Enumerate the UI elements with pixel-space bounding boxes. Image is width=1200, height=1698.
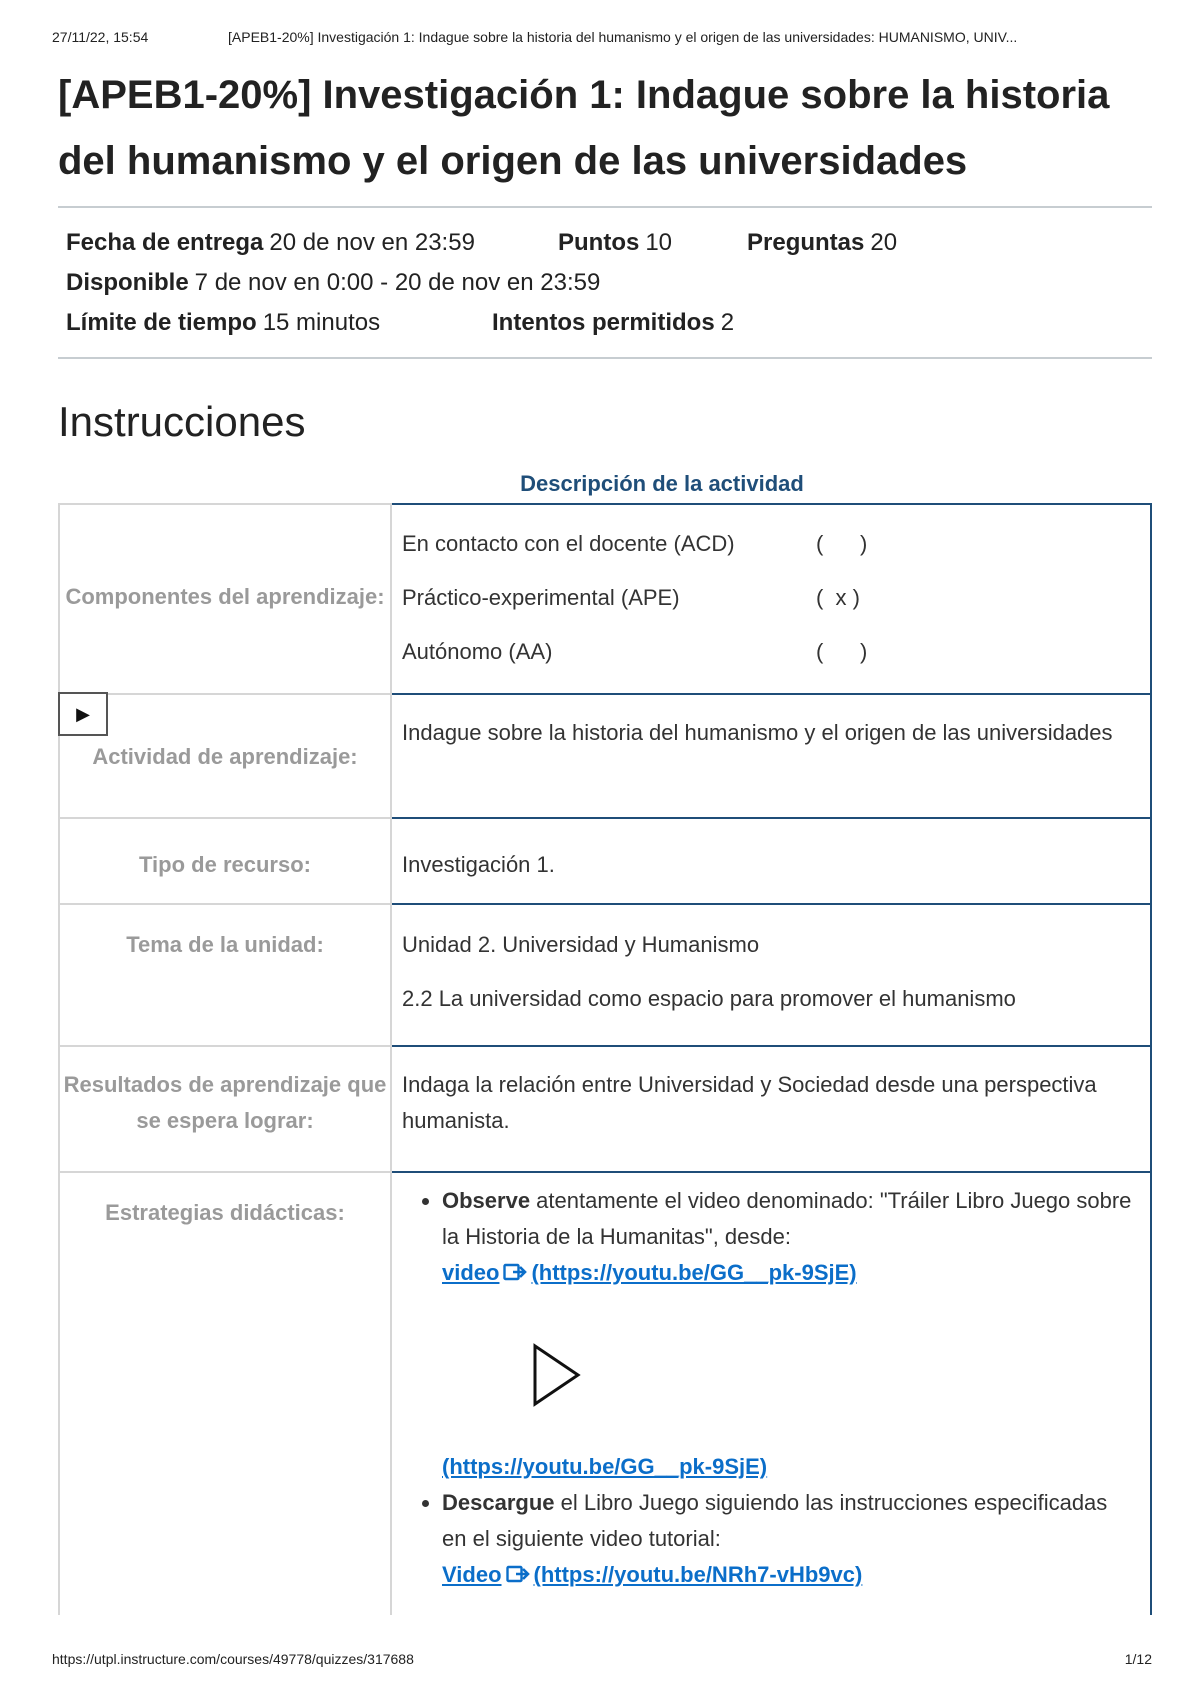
footer-url: https://utpl.instructure.com/courses/49778/quizzes/317688 [52,1651,414,1667]
activity-value: Indague sobre la historia del humanismo y el origen de las universidades [391,694,1151,818]
print-title: [APEB1-20%] Investigación 1: Indague sobre la historia del humanismo y el origen de las universidades: HUMANISMO, UNIV... [228,29,1018,45]
points: Puntos 10 [558,229,673,256]
component-item: En contacto con el docente (ACD) ( ) [402,531,868,556]
component-item: Práctico-experimental (APE) ( x ) [402,585,860,610]
learning-outcomes-value: Indaga la relación entre Universidad y Sociedad desde una perspectiva humanista. [391,1046,1151,1172]
time-limit: Límite de tiempo 15 minutos [66,309,381,336]
table-row [59,504,1151,694]
table-row [59,1046,1151,1172]
available-range: Disponible 7 de nov en 0:00 - 20 de nov en 23:59 [66,269,601,296]
learning-outcomes-label: Resultados de aprendizaje que se espera lograr: [59,1046,391,1172]
table-row [59,904,1151,1046]
list-item: • Descargue el Libro Juego siguiendo las instrucciones especificadas en el siguiente video tutorial: Video (https://youtu.be/NRh7-vHb9vc) [442,1485,1134,1593]
video-play-icon[interactable] [532,1343,582,1407]
unit-topic-value: Unidad 2. Universidad y Humanismo 2.2 La universidad como espacio para promover el humanismo [391,904,1151,1046]
resource-type-value: Investigación 1. [391,818,1151,904]
allowed-attempts: Intentos permitidos 2 [492,309,735,336]
tutorial-url-link[interactable]: (https://youtu.be/NRh7-vHb9vc) [533,1562,863,1587]
main-content [58,62,1152,1615]
quiz-meta [58,208,1152,357]
activity-label: ▶ Actividad de aprendizaje: [59,694,391,818]
table-row [59,694,1151,818]
components-label: Componentes del aprendizaje: [59,504,391,694]
video-url-link[interactable]: (https://youtu.be/GG__pk-9SjE) [531,1260,857,1285]
activity-table [58,503,1152,1615]
page-title: [APEB1-20%] Investigación 1: Indague sobre la historia del humanismo y el origen de las universidades [58,73,1110,183]
print-date: 27/11/22, 15:54 [52,29,149,45]
component-item: Autónomo (AA) ( ) [402,639,868,664]
questions-count: Preguntas 20 [747,229,898,256]
unit-topic-label: Tema de la unidad: [59,904,391,1046]
instructions-heading: Instrucciones [58,398,306,445]
print-header [52,29,1160,45]
play-button[interactable] [58,692,108,736]
resource-type-label: Tipo de recurso: [59,818,391,904]
table-row [59,1172,1151,1615]
video-url-link[interactable]: (https://youtu.be/GG__pk-9SjE) [442,1454,768,1479]
description-title: Descripción de la actividad [520,471,804,496]
due-date: Fecha de entrega 20 de nov en 23:59 [66,229,475,256]
list-item: • Observe atentamente el video denominado: "Tráiler Libro Juego sobre la Historia de la Humanitas", desde: video (https://youtu.be/GG__pk-9SjE) (https://youtu.be/GG__pk-9SjE) [442,1183,1134,1485]
video-link[interactable]: video [442,1260,500,1285]
table-row [59,818,1151,904]
divider [58,357,1152,359]
tutorial-video-link[interactable]: Video [442,1562,502,1587]
play-icon: ▶ [76,704,90,724]
external-link-icon [506,1564,530,1584]
components-value [391,504,1151,694]
external-link-icon [503,1262,527,1282]
strategies-label: Estrategias didácticas: [59,1172,391,1615]
page-number: 1/12 [1124,1651,1152,1667]
strategies-value [391,1172,1151,1615]
